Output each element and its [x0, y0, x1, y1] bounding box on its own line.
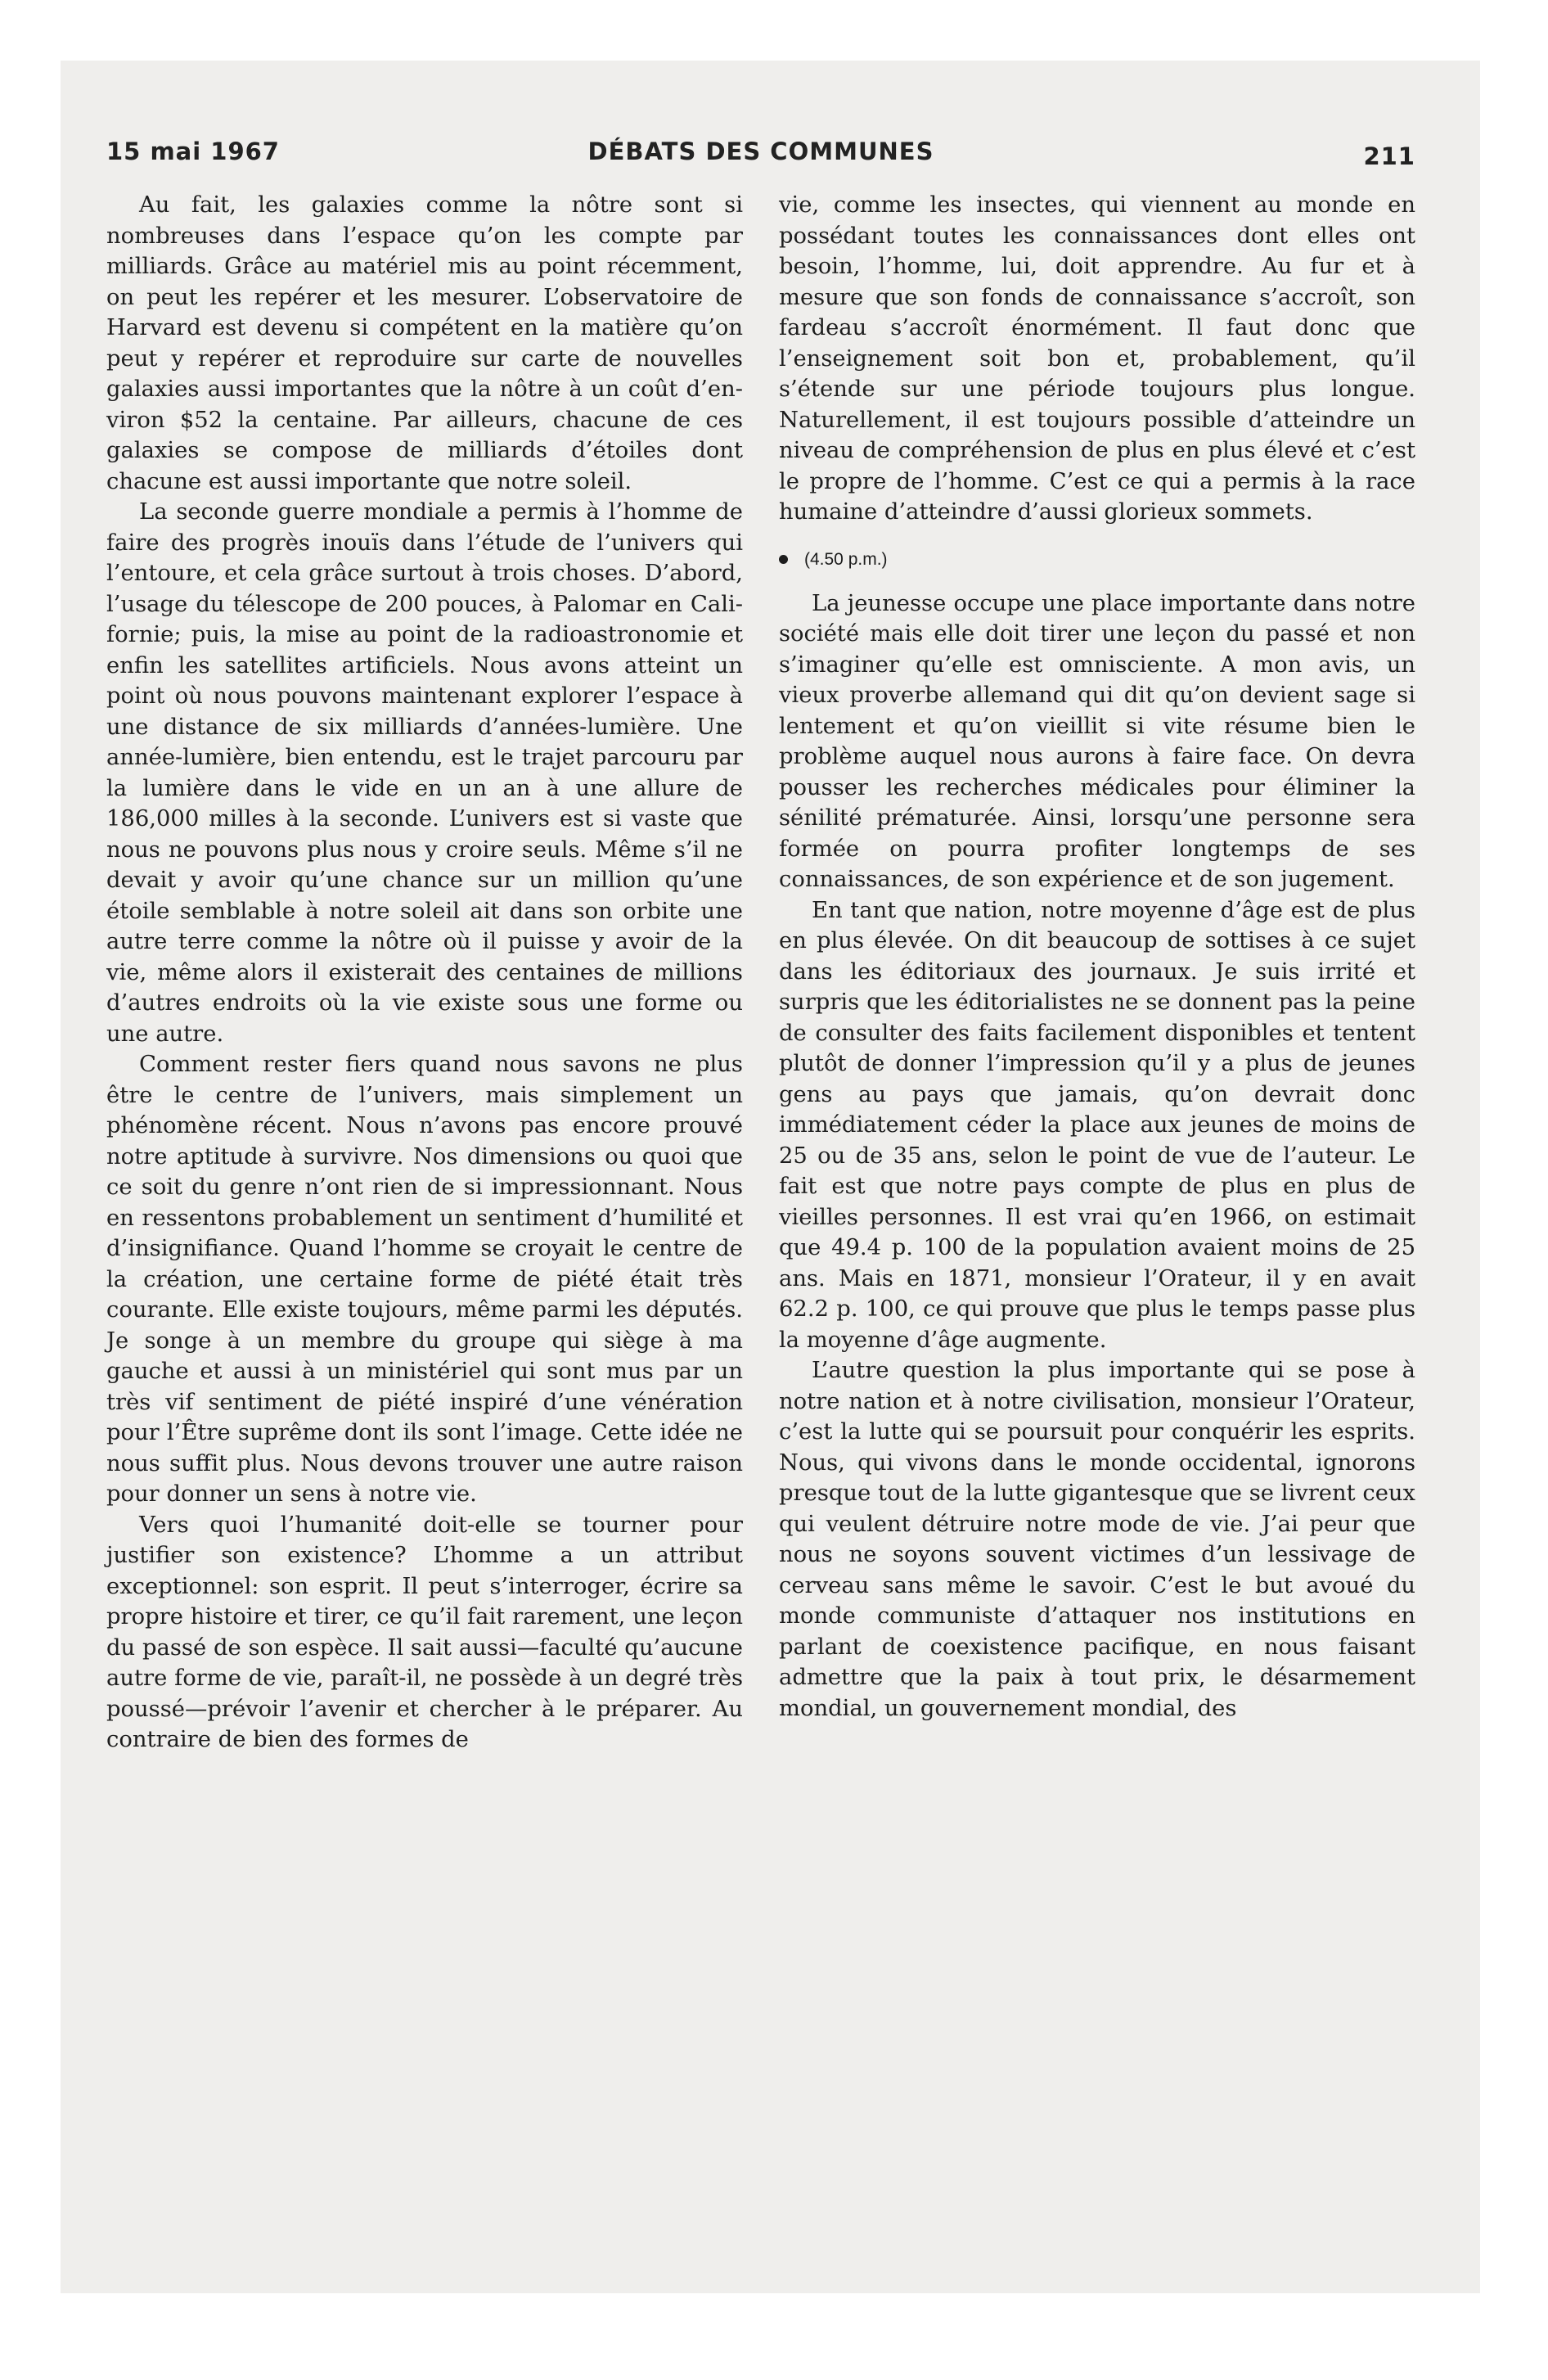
header-title: DÉBATS DES COMMUNES: [587, 137, 934, 165]
left-column: [106, 190, 743, 1756]
page-header: [106, 131, 1415, 188]
right-column: [779, 190, 1415, 1756]
time-stamp: (4.50 p.m.): [804, 549, 888, 569]
bullet-icon: [779, 555, 788, 564]
hansard-page: [106, 131, 1415, 2226]
paragraph-world-war: La seconde guerre mondiale a permis à l’homme de faire des progrès inouïs dans l’étude de l’univers qui l’entoure, et cela grâce surtout à trois choses. D’abord, l’usage du télescope de 200 pouces, à Palomar en Californie; puis, la mise au point de la radioastronomie et enfin les satellites artificiels. Nous avons atteint un point où nous pouvons maintenant explorer l’espace à une distance de six milliards d’années-lumière. Une année-lumière, bien entendu, est le trajet parcouru par la lumière dans le vide en un an à une allure de 186,000 milles à la seconde. L’univers est si vaste que nous ne pouvons plus nous y croire seuls. Même s’il ne devait y avoir qu’une chance sur un million qu’une étoile semblable à notre soleil ait dans son orbite une autre terre comme la nôtre où il puisse y avoir de la vie, même alors il existerait des centaines de millions d’autres endroits où la vie existe sous une forme ou une autre.: [106, 499, 743, 1047]
paragraph-humanity: Vers quoi l’humanité doit-elle se tourner pour justifier son existence? L’homme a un attribut exceptionnel: son esprit. Il peut s’interroger, écrire sa propre histoire et tirer, ce qu’il fait rarement, une leçon du passé de son espèce. Il sait aussi—faculté qu’aucune autre forme de vie, paraît-il, ne possède à un degré très poussé—prévoir l’avenir et chercher à le préparer. Au contraire de bien des formes de: [106, 1512, 743, 1752]
paragraph-struggle: L’autre question la plus importante qui se pose à notre nation et à notre civilisation, monsieur l’Orateur, c’est la lutte qui se poursuit pour conquérir les esprits. Nous, qui vivons dans le monde occidental, ignorons presque tout de la lutte gigantesque que se livrent ceux qui veulent détruire notre mode de vie. J’ai peur que nous ne soyons souvent victimes d’un lessivage de cerveau sans même le savoir. C’est le but avoué du monde communiste d’attaquer nos institutions en parlant de coexistence pacifique, en nous faisant admettre que la paix à tout prix, le désarmement mondial, un gouvernement mondial, des: [779, 1358, 1415, 1721]
paragraph-galaxies: Au fait, les galaxies comme la nôtre sont si nombreuses dans l’espace qu’on les compte par milliards. Grâce au matériel mis au point récemment, on peut les repérer et les mesurer. L’observatoire de Harvard est devenu si compétent en la matière qu’on peut y repérer et reproduire sur carte de nouvelles galaxies aussi importantes que la nôtre à un coût d’environ $52 la centaine. Par ailleurs, chacune de ces galaxies se compose de milliards d’étoiles dont chacune est aussi importante que notre soleil.: [106, 192, 743, 494]
text-columns: [106, 190, 1415, 1756]
paragraph-youth: La jeunesse occupe une place importante dans notre société mais elle doit tirer une leçon du passé et non s’imaginer qu’elle est omnisciente. A mon avis, un vieux proverbe allemand qui dit qu’on devient sage si lentement et qu’on vieillit si vite résume bien le problème auquel nous aurons à faire face. On devra pousser les recherches médicales pour éliminer la sénilité prématurée. Ainsi, lorsqu’une personne sera formée on pourra profiter longtemps de ses connaissances, de son expérience et de son jugement.: [779, 590, 1415, 892]
paragraph-pride: Comment rester fiers quand nous savons ne plus être le centre de l’univers, mais simplement un phénomène récent. Nous n’avons pas encore prouvé notre aptitude à survivre. Nos dimensions ou quoi que ce soit du genre n’ont rien de si impressionnant. Nous en ressentons probablement un sentiment d’humilité et d’insignifiance. Quand l’homme se croyait le centre de la création, une certaine forme de piété était très courante. Elle existe toujours, même parmi les députés. Je songe à un membre du groupe qui siège à ma gauche et aussi à un ministériel qui sont mus par un très vif sentiment de piété inspiré d’une vénération pour l’Être suprême dont ils sont l’image. Cette idée ne nous suffit plus. Nous devons trouver une autre raison pour donner un sens à notre vie.: [106, 1052, 743, 1507]
page-number: 211: [1363, 142, 1415, 170]
time-marker: [779, 548, 1415, 572]
header-date: 15 mai 1967: [106, 137, 280, 165]
paragraph-average-age: En tant que nation, notre moyenne d’âge est de plus en plus élevée. On dit beaucoup de sottises à ce sujet dans les éditoriaux des journaux. Je suis irrité et surpris que les éditorialistes ne se donnent pas la peine de consulter des faits facilement disponibles et tentent plutôt de donner l’impression qu’il y a plus de jeunes gens au pays que jamais, qu’on devrait donc immédiatement céder la place aux jeunes de moins de 25 ou de 35 ans, selon le point de vue de l’auteur. Le fait est que notre pays compte de plus en plus de vieilles personnes. Il est vrai qu’en 1966, on estimait que 49.4 p. 100 de la population avaient moins de 25 ans. Mais en 1871, monsieur l’Orateur, il y en avait 62.2 p. 100, ce qui prouve que plus le temps passe plus la moyenne d’âge augmente.: [779, 897, 1415, 1353]
paragraph-continuation: vie, comme les insectes, qui viennent au monde en possédant toutes les connaissances dont elles ont besoin, l’homme, lui, doit apprendre. Au fur et à mesure que son fonds de connaissance s’accroît, son fardeau s’accroît énormément. Il faut donc que l’enseignement soit bon et, probablement, qu’il s’étende sur une période toujours plus longue. Naturellement, il est toujours possible d’atteindre un niveau de compréhension de plus en plus élevé et c’est le propre de l’homme. C’est ce qui a permis à la race humaine d’atteindre d’aussi glorieux sommets.: [779, 192, 1415, 525]
